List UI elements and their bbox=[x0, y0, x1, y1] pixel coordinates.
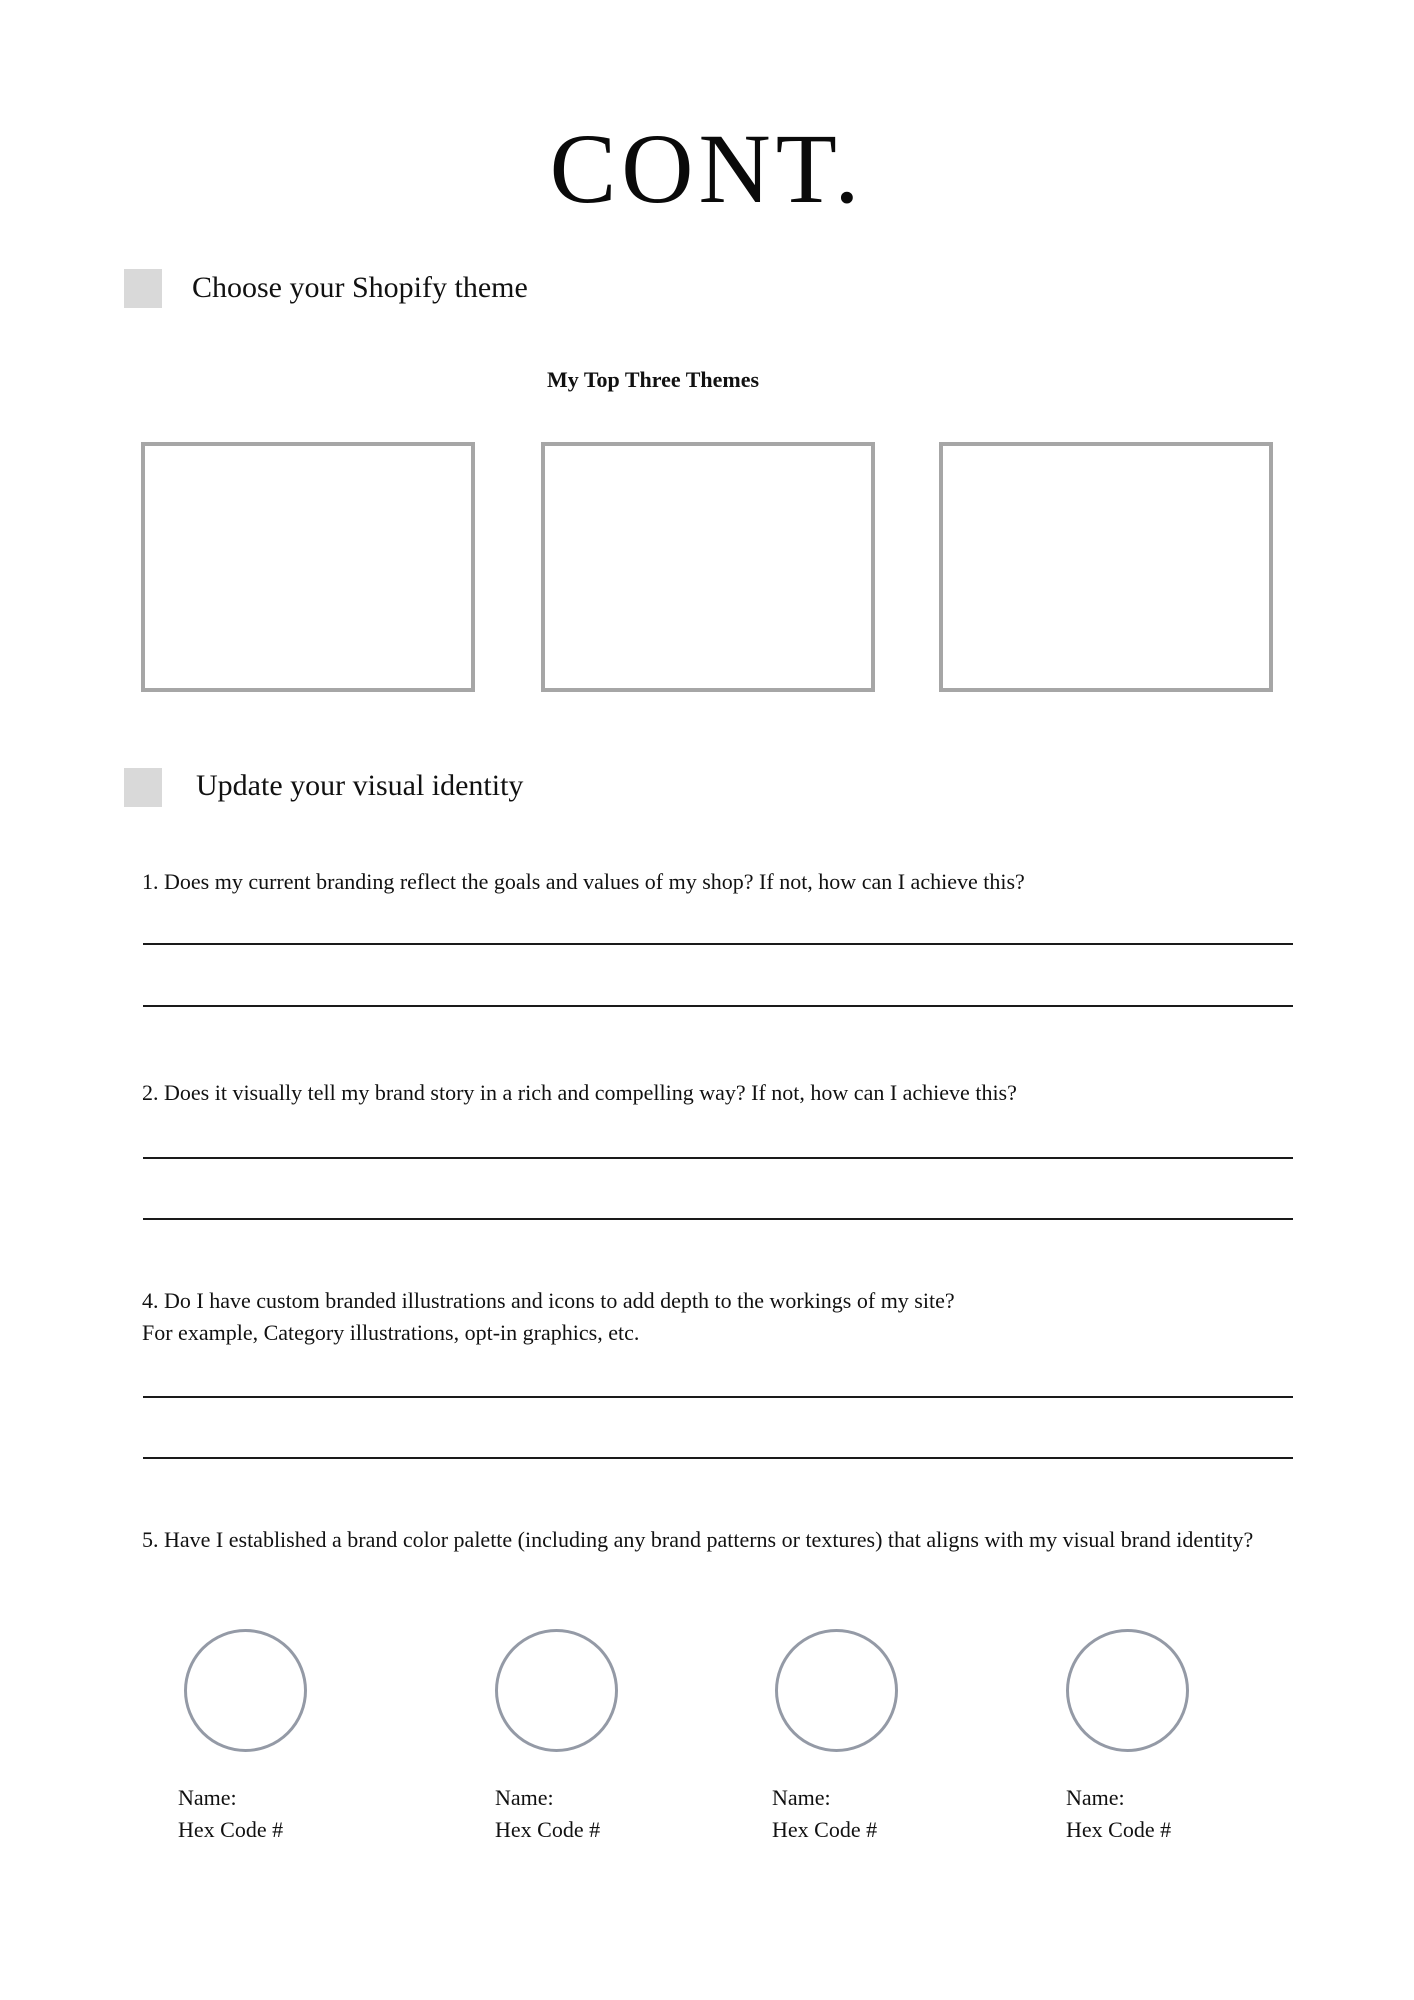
question-4: 4. Do I have custom branded illustrations and icons to add depth to the workings of my site? bbox=[142, 1288, 955, 1313]
swatch-4-name-label: Name: bbox=[1066, 1785, 1125, 1810]
swatch-1-hex-label: Hex Code # bbox=[178, 1817, 284, 1842]
section-heading-choose-theme: Choose your Shopify theme bbox=[192, 271, 528, 304]
answer-line-q1-2[interactable] bbox=[143, 1005, 1293, 1007]
swatch-1-name-label: Name: bbox=[178, 1785, 237, 1810]
answer-line-q4-1[interactable] bbox=[143, 1396, 1293, 1398]
theme-box-2[interactable] bbox=[541, 442, 875, 692]
swatch-2-name-label: Name: bbox=[495, 1785, 554, 1810]
answer-line-q2-1[interactable] bbox=[143, 1157, 1293, 1159]
color-swatch-1[interactable] bbox=[184, 1629, 307, 1752]
question-5: 5. Have I established a brand color palette (including any brand patterns or textures) that aligns with my visual brand identity? bbox=[142, 1527, 1254, 1552]
answer-line-q4-2[interactable] bbox=[143, 1457, 1293, 1459]
swatch-2-hex-label: Hex Code # bbox=[495, 1817, 601, 1842]
color-swatch-3[interactable] bbox=[775, 1629, 898, 1752]
swatch-3-name-label: Name: bbox=[772, 1785, 831, 1810]
color-swatch-4[interactable] bbox=[1066, 1629, 1189, 1752]
top-three-themes-heading: My Top Three Themes bbox=[546, 367, 760, 392]
answer-line-q1-1[interactable] bbox=[143, 943, 1293, 945]
question-2: 2. Does it visually tell my brand story in a rich and compelling way? If not, how can I achieve this? bbox=[142, 1080, 1017, 1105]
theme-box-3[interactable] bbox=[939, 442, 1273, 692]
theme-box-1[interactable] bbox=[141, 442, 475, 692]
checkbox-visual-identity[interactable] bbox=[124, 768, 162, 807]
swatch-3-hex-label: Hex Code # bbox=[772, 1817, 878, 1842]
section-heading-visual-identity: Update your visual identity bbox=[196, 769, 524, 802]
answer-line-q2-2[interactable] bbox=[143, 1218, 1293, 1220]
page-title: CONT. bbox=[549, 113, 865, 224]
checkbox-choose-theme[interactable] bbox=[124, 269, 162, 308]
question-1: 1. Does my current branding reflect the goals and values of my shop? If not, how can I achieve this? bbox=[142, 869, 1025, 894]
swatch-4-hex-label: Hex Code # bbox=[1066, 1817, 1172, 1842]
color-swatch-2[interactable] bbox=[495, 1629, 618, 1752]
question-4-example: For example, Category illustrations, opt-in graphics, etc. bbox=[142, 1320, 640, 1345]
